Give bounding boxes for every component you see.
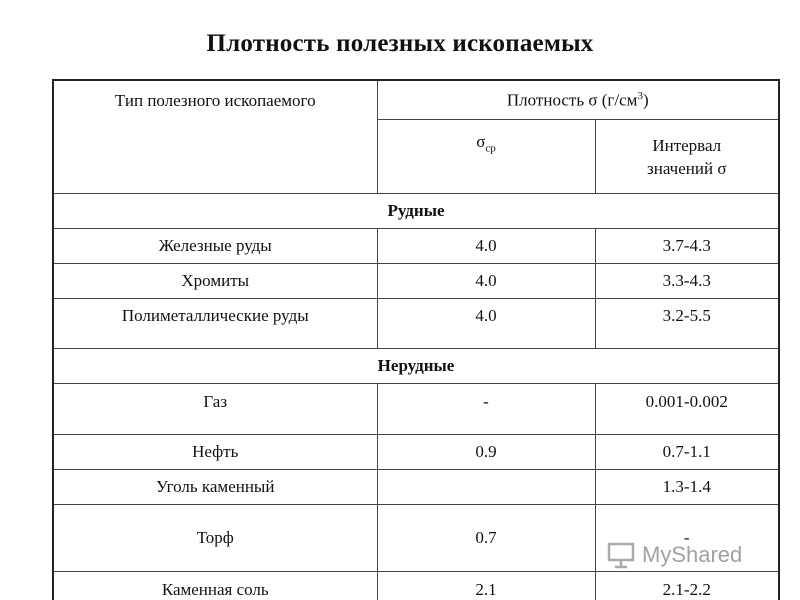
mineral-name-cell: Хромиты (53, 264, 377, 299)
header-density-label: Плотность σ (г/см (506, 90, 638, 110)
density-avg-cell: 2.1 (377, 572, 595, 600)
section-row-ore (53, 194, 779, 229)
density-avg-cell: 4.0 (377, 264, 595, 299)
density-range-cell: 0.7-1.1 (595, 435, 779, 470)
mineral-name-cell: Железные руды (53, 229, 377, 264)
mineral-name-cell: Нефть (53, 435, 377, 470)
density-avg-cell (377, 470, 595, 505)
table-row (53, 470, 779, 505)
watermark-text: MyShared (642, 542, 743, 567)
density-avg-cell: 4.0 (377, 229, 595, 264)
density-range-cell: 3.3-4.3 (595, 264, 779, 299)
mineral-name-cell: Торф (53, 505, 377, 572)
table-row (53, 264, 779, 299)
mineral-name-cell: Газ (53, 384, 377, 435)
header-interval-line1: Интервал (652, 135, 722, 155)
density-avg-cell: 0.7 (377, 505, 595, 572)
table-row (53, 299, 779, 349)
watermark (606, 538, 776, 572)
mineral-name-cell: Каменная соль (53, 572, 377, 600)
header-interval-cell (595, 120, 779, 194)
density-range-cell: 3.7-4.3 (595, 229, 779, 264)
header-type-cell (53, 80, 377, 194)
density-avg-cell: 0.9 (377, 435, 595, 470)
header-density-close: ) (642, 90, 649, 110)
mineral-name-cell: Уголь каменный (53, 470, 377, 505)
presentation-icon (606, 540, 636, 570)
section-label-ore: Рудные (53, 194, 779, 229)
table-row (53, 572, 779, 600)
mineral-name-cell: Полиметаллические руды (53, 299, 377, 349)
table-row (53, 229, 779, 264)
density-table (52, 79, 780, 600)
header-density-unit-superscript: 3 (637, 89, 643, 102)
density-range-cell: 1.3-1.4 (595, 470, 779, 505)
density-range-cell: - (595, 505, 779, 572)
header-density-cell (377, 80, 779, 120)
density-range-cell: 3.2-5.5 (595, 299, 779, 349)
table-row (53, 384, 779, 435)
header-row (53, 80, 779, 120)
header-type-label: Тип полезного ископаемого (114, 91, 316, 110)
table-row (53, 435, 779, 470)
density-range-cell: 0.001-0.002 (595, 384, 779, 435)
density-avg-cell: 4.0 (377, 299, 595, 349)
sigma-symbol: σ (476, 132, 486, 151)
section-row-nonore (53, 349, 779, 384)
header-sigma-avg-cell (377, 120, 595, 194)
page-title: Плотность полезных ископаемых (206, 30, 594, 57)
density-range-cell: 2.1-2.2 (595, 572, 779, 600)
sigma-subscript: ср (485, 142, 496, 155)
density-avg-cell: - (377, 384, 595, 435)
section-label-nonore: Нерудные (53, 349, 779, 384)
header-interval-line2: значений σ (647, 158, 727, 178)
